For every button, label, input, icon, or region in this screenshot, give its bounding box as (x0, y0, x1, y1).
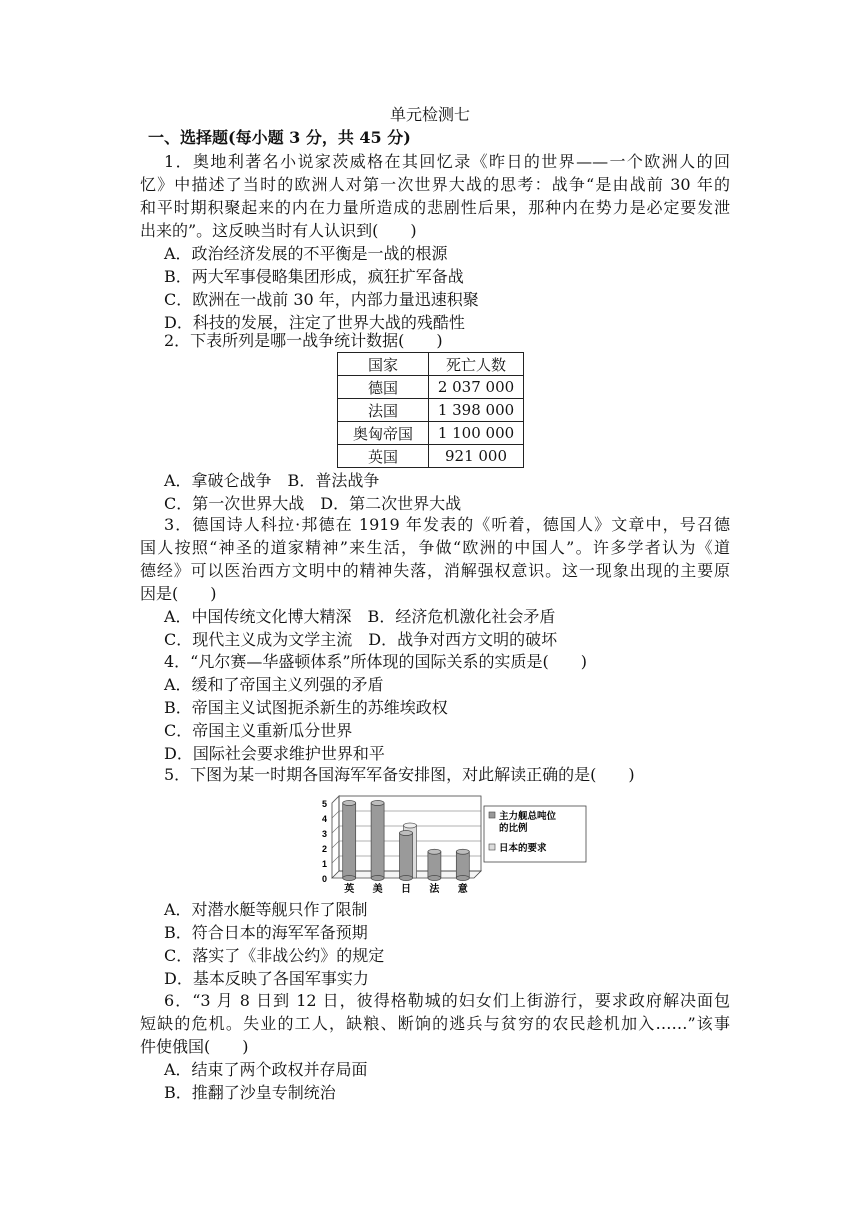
chart-bar-top (371, 801, 384, 806)
q1-stem-line-4: 出来的”。这反映当时有人认识到( ) (140, 221, 417, 240)
q4-option-c: C．帝国主义重新瓜分世界 (164, 721, 353, 740)
table-cell: 2 037 000 (429, 376, 524, 399)
q1-stem-line-3: 和平时期积聚起来的内在力量所造成的悲剧性后果，那种内在势力是必定要发泄 (140, 198, 730, 217)
table-row (338, 399, 524, 422)
table-cell: 1 100 000 (429, 422, 524, 445)
table-cell: 法国 (338, 399, 429, 422)
table-row (338, 445, 524, 468)
q1-stem-line-1: 1．奥地利著名小说家茨威格在其回忆录《昨日的世界——一个欧洲人的回 (164, 152, 730, 171)
chart-bar-base (456, 876, 469, 881)
y-tick-label: 5 (321, 799, 327, 809)
q3-stem-line-1: 3．德国诗人科拉·邦德在 1919 年发表的《听着，德国人》文章中，号召德 (164, 515, 730, 534)
q5-stem: 5．下图为某一时期各国海军军备安排图，对此解读正确的是( ) (164, 765, 635, 784)
table-cell: 921 000 (429, 445, 524, 468)
chart-bar-base (371, 876, 384, 881)
x-tick-label: 意 (457, 884, 468, 895)
chart-bar (400, 833, 413, 878)
q6-option-b: B．推翻了沙皇专制统治 (164, 1083, 336, 1102)
chart-bar (456, 852, 469, 878)
q6-stem-line-3: 件使俄国( ) (140, 1037, 249, 1056)
x-tick-label: 英 (344, 884, 355, 895)
table-header-row (338, 353, 524, 376)
q5-option-a: A．对潜水艇等舰只作了限制 (164, 900, 368, 919)
chart-bar-top (343, 801, 356, 806)
legend-label: 日本的要求 (499, 843, 547, 854)
chart-bar (371, 803, 384, 878)
page-title: 单元检测七 (389, 105, 470, 124)
table-row (338, 376, 524, 399)
chart-side-wall (332, 796, 339, 878)
q6-option-a: A．结束了两个政权并存局面 (164, 1060, 368, 1079)
y-tick-label: 2 (321, 844, 327, 854)
legend-swatch (489, 844, 495, 850)
x-tick-label: 美 (372, 884, 383, 895)
legend-swatch (489, 812, 495, 818)
q3-options-cd: C．现代主义成为文学主流 D．战争对西方文明的破坏 (164, 630, 558, 649)
q1-option-d: D．科技的发展，注定了世界大战的残酷性 (164, 313, 465, 332)
table-header: 死亡人数 (429, 353, 524, 376)
table-cell: 奥匈帝国 (338, 422, 429, 445)
q3-options-ab: A．中国传统文化博大精深 B．经济危机激化社会矛盾 (164, 607, 556, 626)
war-casualty-table (337, 352, 524, 468)
y-tick-label: 4 (321, 814, 327, 824)
q5-option-d: D．基本反映了各国军事实力 (164, 969, 369, 988)
q2-options-ab: A．拿破仑战争 B．普法战争 (164, 471, 380, 490)
table-cell: 德国 (338, 376, 429, 399)
table-cell: 1 398 000 (429, 399, 524, 422)
q4-option-a: A．缓和了帝国主义列强的矛盾 (164, 675, 384, 694)
table-cell: 英国 (338, 445, 429, 468)
chart-bar (343, 803, 356, 878)
q1-option-a: A．政治经济发展的不平衡是一战的根源 (164, 244, 448, 263)
q1-option-b: B．两大军事侵略集团形成，疯狂扩军备战 (164, 267, 464, 286)
q5-option-c: C．落实了《非战公约》的规定 (164, 946, 385, 965)
q5-option-b: B．符合日本的海军军备预期 (164, 923, 368, 942)
q1-stem-line-2: 忆》中描述了当时的欧洲人对第一次世界大战的思考：战争“是由战前 30 年的 (140, 175, 730, 194)
legend-label: 主力舰总吨位的比例 (499, 811, 557, 834)
chart-bar-base (343, 876, 356, 881)
chart-bar-base (428, 876, 441, 881)
x-tick-label: 日 (401, 884, 411, 895)
q4-option-d: D．国际社会要求维护世界和平 (164, 744, 385, 763)
q4-option-b: B．帝国主义试图扼杀新生的苏维埃政权 (164, 698, 448, 717)
q6-stem-line-1: 6．“3 月 8 日到 12 日，彼得格勒城的妇女们上街游行，要求政府解决面包 (164, 991, 730, 1010)
section-heading: 一、选择题(每小题 3 分，共 45 分) (148, 128, 411, 147)
q2-stem: 2．下表所列是哪一战争统计数据( ) (164, 331, 443, 350)
y-tick-label: 1 (321, 859, 327, 869)
chart-bar-secondary-top (404, 823, 417, 828)
table-row (338, 422, 524, 445)
q3-stem-line-4: 因是( ) (140, 584, 217, 603)
q2-options-cd: C．第一次世界大战 D．第二次世界大战 (164, 494, 462, 513)
q6-stem-line-2: 短缺的危机。失业的工人，缺粮、断饷的逃兵与贫穷的农民趁机加入……”该事 (140, 1014, 730, 1033)
q4-stem: 4．“凡尔赛—华盛顿体系”所体现的国际关系的实质是( ) (164, 652, 588, 671)
q1-option-c: C．欧洲在一战前 30 年，内部力量迅速积聚 (164, 290, 479, 309)
chart-bar (428, 852, 441, 878)
chart-bar-base (400, 876, 413, 881)
chart-bar-top (428, 849, 441, 854)
y-tick-label: 3 (321, 829, 327, 839)
q3-stem-line-3: 德经》可以医治西方文明中的精神失落，消解强权意识。这一现象出现的主要原 (140, 561, 730, 580)
chart-bar-top (400, 831, 413, 836)
x-tick-label: 法 (429, 884, 440, 895)
chart-bar-top (456, 849, 469, 854)
table-header: 国家 (338, 353, 429, 376)
q3-stem-line-2: 国人按照“神圣的道家精神”来生活，争做“欧洲的中国人”。许多学者认为《道 (140, 538, 730, 557)
y-tick-label: 0 (321, 874, 327, 884)
naval-armament-chart (314, 790, 594, 898)
